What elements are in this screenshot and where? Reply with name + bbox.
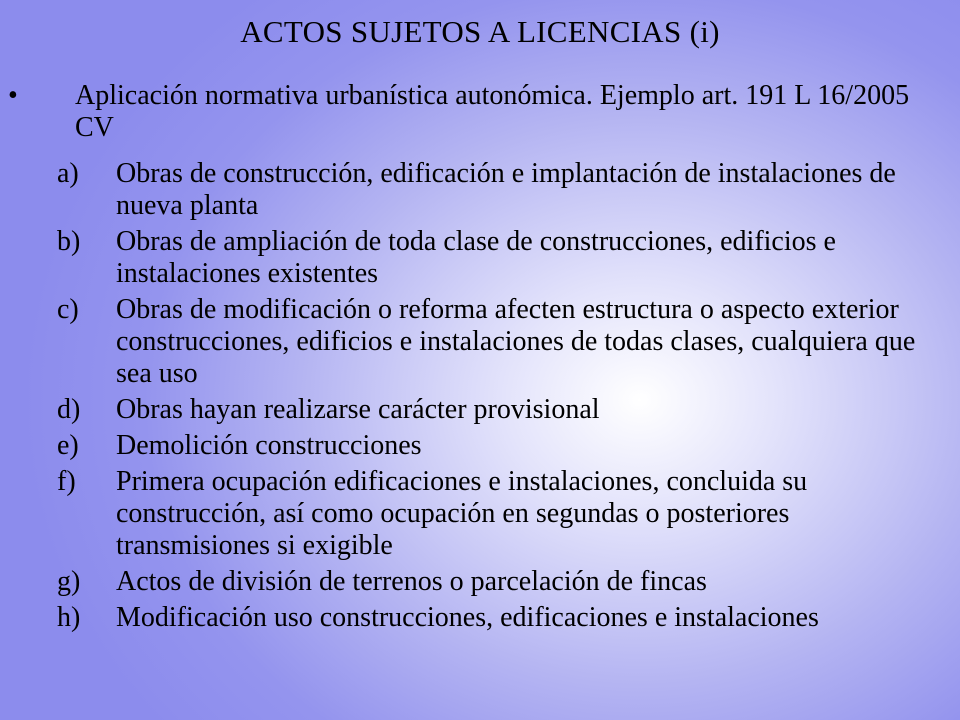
list-item-letter: f) xyxy=(57,466,76,497)
list-item-text: Demolición construcciones xyxy=(116,430,422,461)
list-item-letter: a) xyxy=(57,158,79,189)
list-item-d xyxy=(0,394,960,426)
list-item-text: Modificación uso construcciones, edificaciones e instalaciones xyxy=(116,602,819,633)
list-item-letter: e) xyxy=(57,430,79,461)
slide-title: ACTOS SUJETOS A LICENCIAS (i) xyxy=(240,14,720,49)
list-item-text: Primera ocupación edificaciones e instalaciones, concluida su construcción, así como ocupación en segundas o posteriores transmisiones si exigible xyxy=(116,466,808,561)
list-item-letter: c) xyxy=(57,294,79,325)
list-item-text: Obras de ampliación de toda clase de construcciones, edificios e instalaciones existentes xyxy=(116,226,836,289)
lettered-list xyxy=(0,158,960,638)
list-item-a xyxy=(0,158,960,222)
list-item-text: Actos de división de terrenos o parcelación de fincas xyxy=(116,566,707,597)
list-item-letter: h) xyxy=(57,602,81,633)
bullet-marker: • xyxy=(8,80,18,111)
list-item-letter: g) xyxy=(57,566,81,597)
list-item-b xyxy=(0,226,960,290)
list-item-f xyxy=(0,466,960,562)
list-item-text: Obras de construcción, edificación e implantación de instalaciones de nueva planta xyxy=(116,158,896,221)
list-item-c xyxy=(0,294,960,390)
bullet-text: Aplicación normativa urbanística autonómica. Ejemplo art. 191 L 16/2005 CV xyxy=(75,80,910,143)
list-item-g xyxy=(0,566,960,598)
list-item-text: Obras hayan realizarse carácter provisional xyxy=(116,394,600,425)
list-item-h xyxy=(0,602,960,634)
list-item-e xyxy=(0,430,960,462)
list-item-letter: d) xyxy=(57,394,81,425)
list-item-letter: b) xyxy=(57,226,81,257)
list-item-text: Obras de modificación o reforma afecten estructura o aspecto exterior construcciones, edificios e instalaciones de todas clases, cualquiera que sea uso xyxy=(116,294,916,389)
